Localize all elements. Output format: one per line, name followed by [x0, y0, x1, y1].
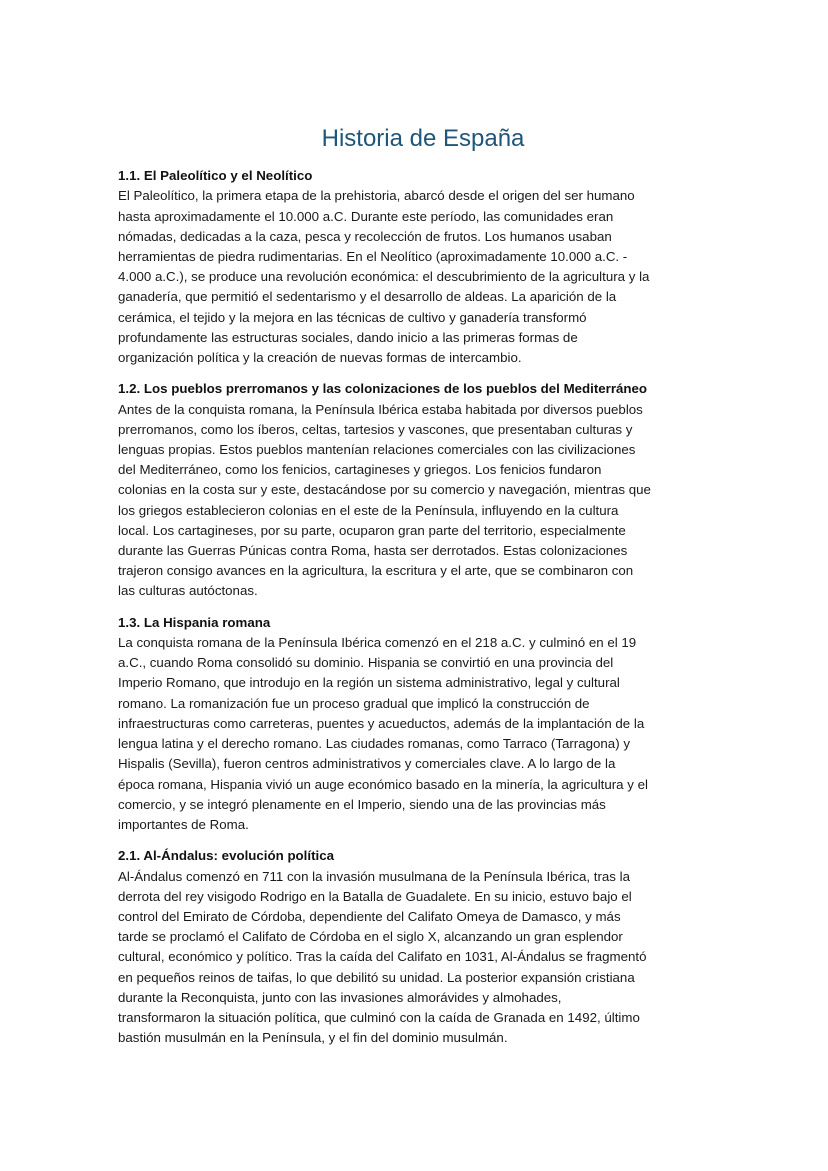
section-heading: 1.2. Los pueblos prerromanos y las colonizaciones de los pueblos del Mediterráneo — [118, 381, 648, 397]
text-line: durante la Reconquista, junto con las invasiones almorávides y almohades, — [118, 989, 562, 1005]
text-line: trajeron consigo avances en la agricultura, la escritura y el arte, que se combinaron con — [118, 563, 634, 579]
text-line: prerromanos, como los íberos, celtas, tartesios y vascones, que presentaban culturas y — [118, 421, 633, 437]
text-line: cerámica, el tejido y la mejora en las técnicas de cultivo y ganadería transformó — [118, 309, 587, 325]
document-title: Historia de España — [321, 125, 525, 152]
section-body — [118, 186, 718, 368]
text-line: comercio, y se integró plenamente en el Imperio, siendo una de las provincias más — [118, 796, 606, 812]
text-line: control del Emirato de Córdoba, dependiente del Califato Omeya de Damasco, y más — [118, 908, 621, 924]
text-line: ganadería, que permitió el sedentarismo y el desarrollo de aldeas. La aparición de la — [118, 289, 617, 305]
text-line: en pequeños reinos de taifas, lo que debilitó su unidad. La posterior expansión cristiana — [118, 969, 635, 985]
text-line: nómadas, dedicadas a la caza, pesca y recolección de frutos. Los humanos usaban — [118, 228, 612, 244]
text-line: romano. La romanización fue un proceso gradual que implicó la construcción de — [118, 695, 590, 711]
text-line: transformaron la situación política, que culminó con la caída de Granada en 1492, último — [118, 1009, 640, 1025]
text-line: durante las Guerras Púnicas contra Roma, hasta ser derrotados. Estas colonizaciones — [118, 543, 628, 559]
section-body — [118, 633, 718, 835]
section-heading: 1.1. El Paleolítico y el Neolítico — [118, 168, 313, 183]
text-line: Antes de la conquista romana, la Península Ibérica estaba habitada por diversos pueblos — [118, 401, 643, 417]
text-line: colonias en la costa sur y este, destacándose por su comercio y navegación, mientras que — [118, 482, 651, 498]
text-line: importantes de Roma. — [118, 816, 249, 832]
text-line: Al-Ándalus comenzó en 711 con la invasión musulmana de la Península Ibérica, tras la — [118, 868, 630, 884]
text-line: época romana, Hispania vivió un auge económico basado en la minería, la agricultura y el — [118, 776, 648, 792]
text-line: El Paleolítico, la primera etapa de la prehistoria, abarcó desde el origen del ser humano — [118, 188, 635, 204]
text-line: cultural, económico y político. Tras la caída del Califato en 1031, Al-Ándalus se fragmentó — [118, 949, 647, 965]
text-line: lengua latina y el derecho romano. Las ciudades romanas, como Tarraco (Tarragona) y — [118, 736, 630, 752]
text-line: del Mediterráneo, como los fenicios, cartagineses y griegos. Los fenicios fundaron — [118, 462, 602, 478]
text-line: herramientas de piedra rudimentarias. En el Neolítico (aproximadamente 10.000 a.C. - — [118, 249, 628, 265]
text-line: bastión musulmán en la Península, y el fin del dominio musulmán. — [118, 1030, 508, 1046]
section-body — [118, 867, 718, 1049]
text-line: tarde se proclamó el Califato de Córdoba en el siglo X, alcanzando un gran esplendor — [118, 929, 623, 945]
text-line: los griegos establecieron colonias en el este de la Península, influyendo en la cultura — [118, 502, 619, 518]
text-line: organización política y la creación de nuevas formas de intercambio. — [118, 350, 522, 366]
document-page — [118, 122, 718, 1059]
section-paleolitico-neolitico — [118, 166, 718, 368]
text-line: local. Los cartagineses, por su parte, ocuparon gran parte del territorio, especialmente — [118, 522, 626, 538]
text-line: 4.000 a.C.), se produce una revolución económica: el descubrimiento de la agricultura y la — [118, 269, 650, 285]
text-line: derrota del rey visigodo Rodrigo en la Batalla de Guadalete. En su inicio, estuvo bajo el — [118, 888, 632, 904]
text-line: lenguas propias. Estos pueblos mantenían relaciones comerciales con las civilizaciones — [118, 442, 636, 458]
text-line: las culturas autóctonas. — [118, 583, 258, 599]
text-line: a.C., cuando Roma consolidó su dominio. Hispania se convirtió en una provincia del — [118, 655, 614, 671]
section-al-andalus — [118, 846, 718, 1048]
text-line: Imperio Romano, que introdujo en la región un sistema administrativo, legal y cultural — [118, 675, 620, 691]
section-pueblos-prerromanos — [118, 379, 718, 601]
text-line: infraestructuras como carreteras, puentes y acueductos, además de la implantación de la — [118, 715, 645, 731]
text-line: La conquista romana de la Península Ibérica comenzó en el 218 a.C. y culminó en el 19 — [118, 635, 637, 651]
text-line: profundamente las estructuras sociales, dando inicio a las primeras formas de — [118, 329, 578, 345]
section-hispania-romana — [118, 613, 718, 835]
text-line: Hispalis (Sevilla), fueron centros administrativos y comerciales clave. A lo largo de la — [118, 756, 616, 772]
section-body — [118, 400, 718, 602]
text-line: hasta aproximadamente el 10.000 a.C. Durante este período, las comunidades eran — [118, 208, 614, 224]
section-heading: 2.1. Al-Ándalus: evolución política — [118, 848, 334, 864]
section-heading: 1.3. La Hispania romana — [118, 614, 271, 630]
